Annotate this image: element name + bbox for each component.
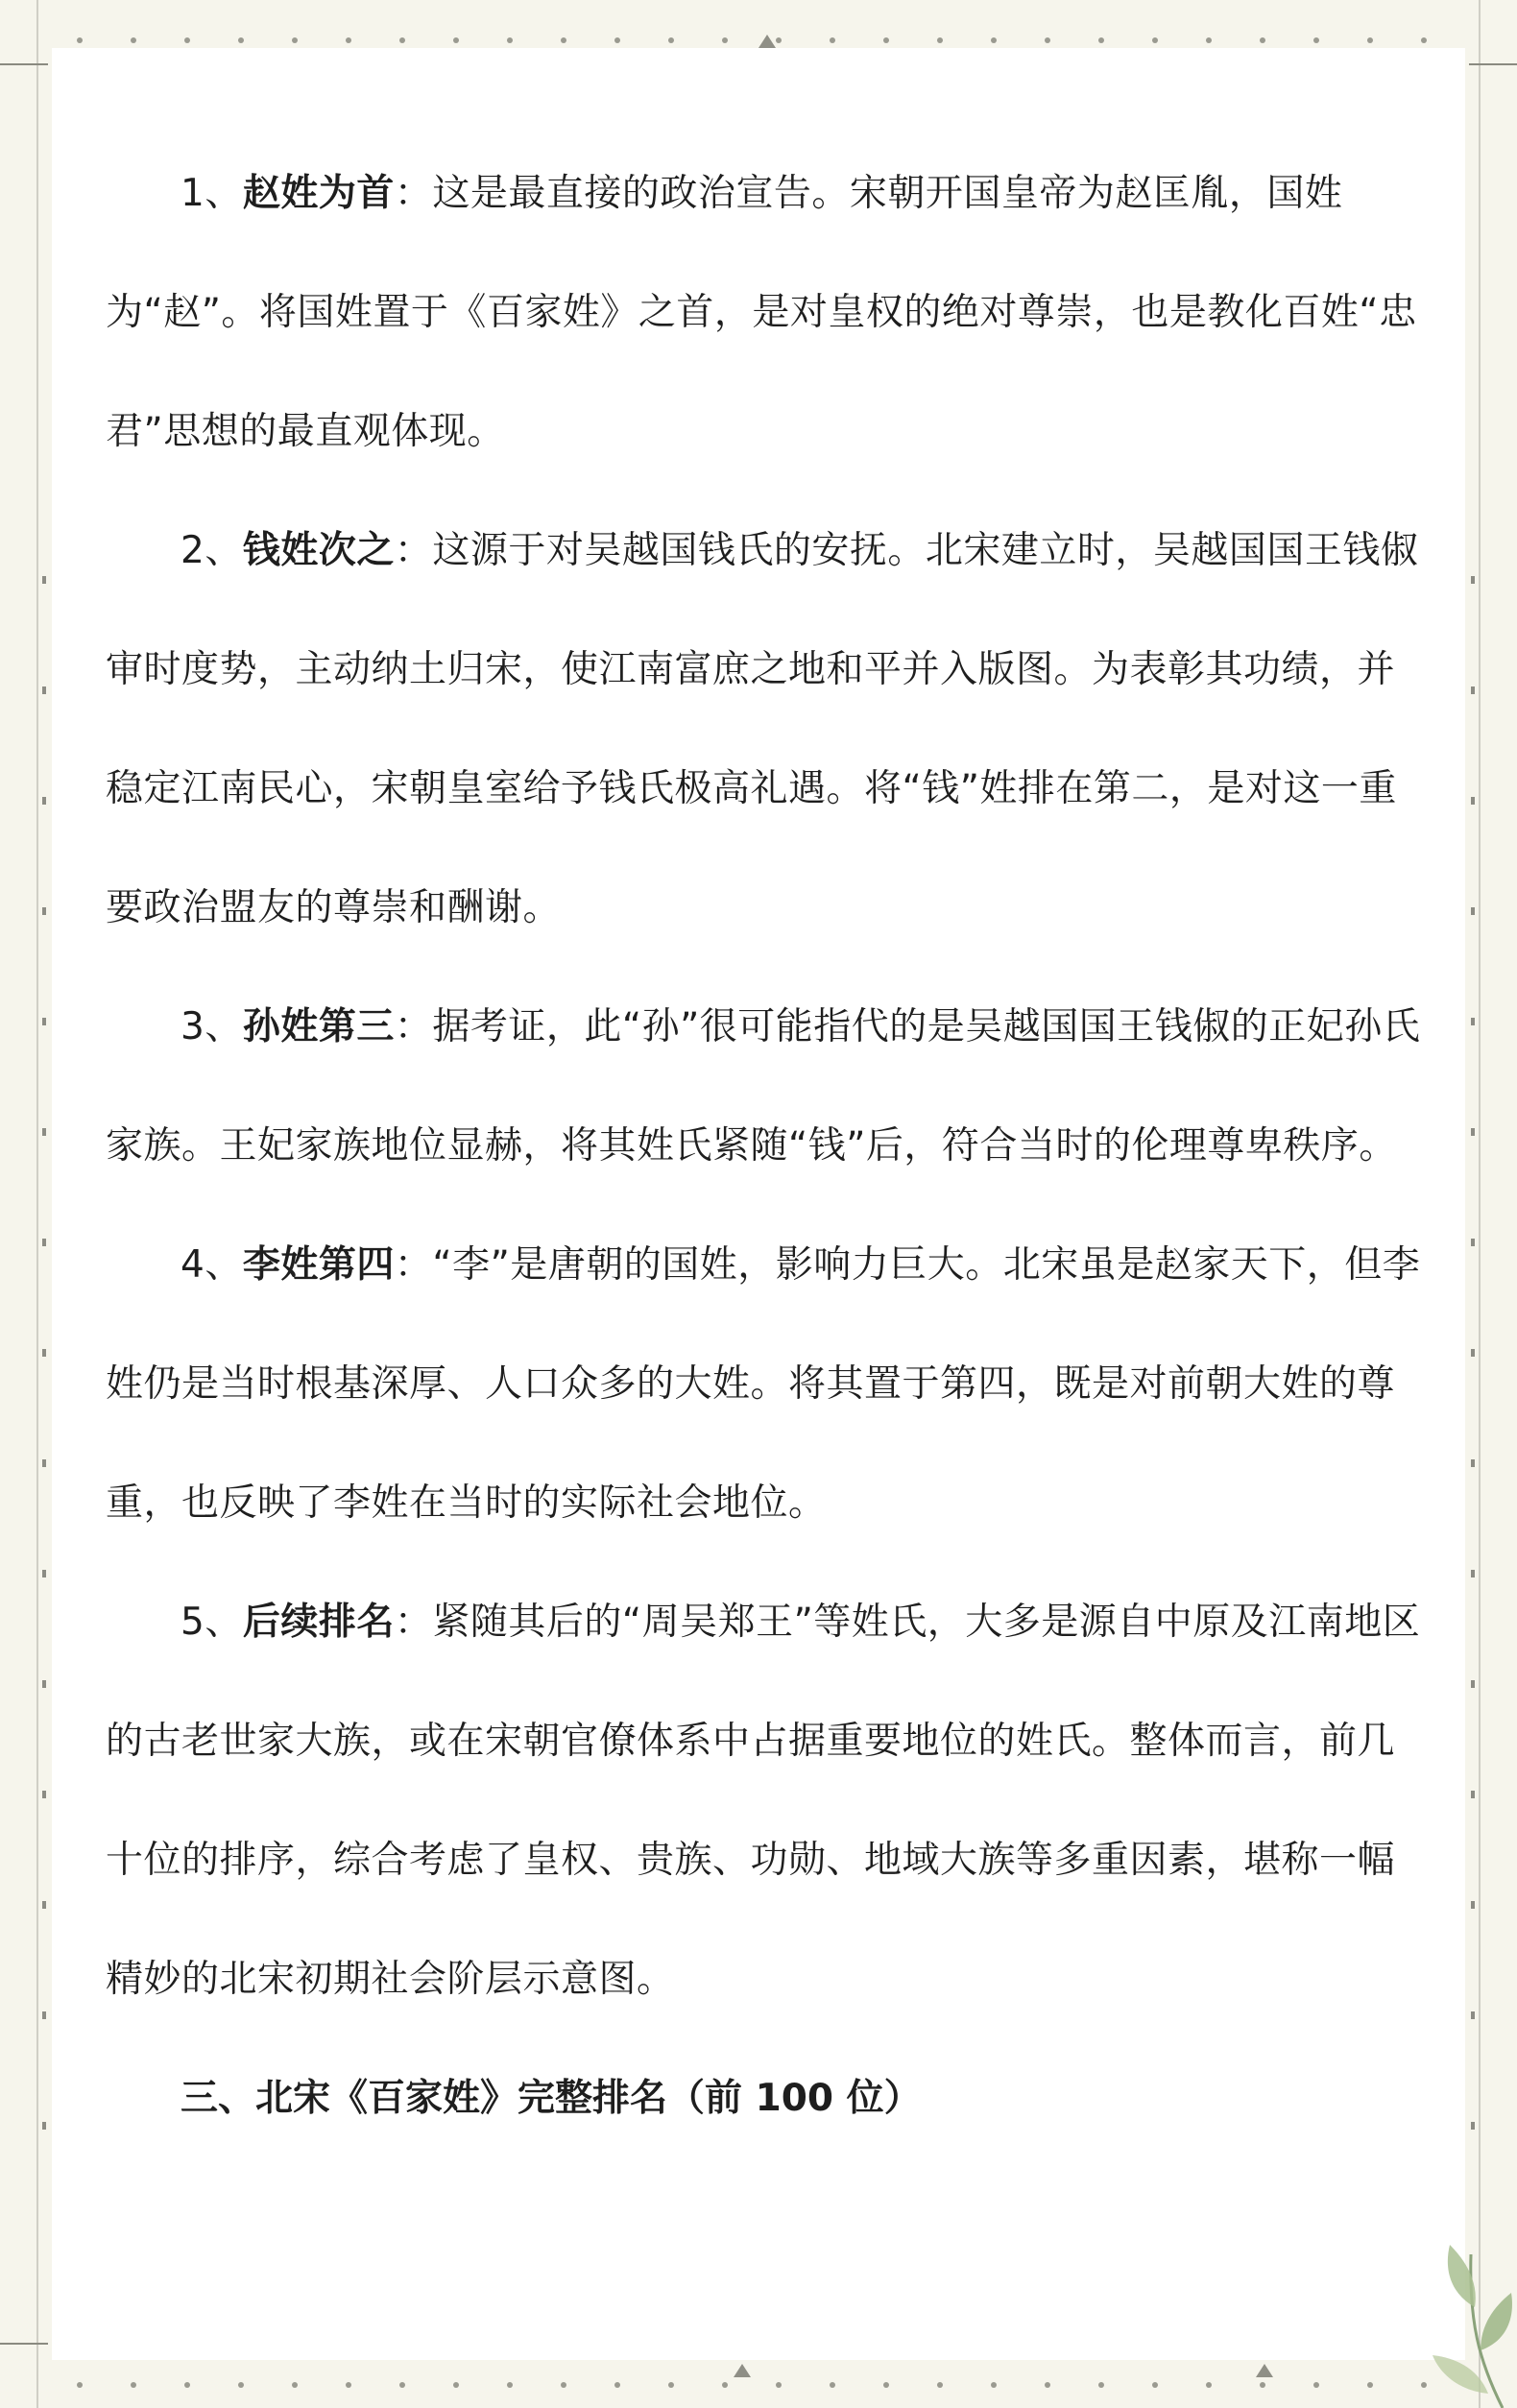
border-dot [238,2382,244,2388]
border-dot [399,2382,405,2388]
border-dot [1045,37,1050,43]
border-dot [1367,37,1373,43]
side-tick-mark [42,2122,46,2130]
side-tick-mark [1471,907,1475,915]
paragraph-text: “李”是唐朝的国姓，影响力巨大。北宋虽是赵家天下，但李姓仍是当时根基深厚、人口众多的大姓。将其置于第四，既是对前朝大姓的尊重，也反映了李姓在当时的实际社会地位。 [106,1243,1421,1525]
border-dot [1152,2382,1158,2388]
side-tick-mark [42,1239,46,1246]
side-tick-mark [1471,1349,1475,1357]
border-dot [453,37,459,43]
paragraph-number: 1、 [181,172,243,215]
border-dot [1367,2382,1373,2388]
side-tick-mark [42,1791,46,1798]
side-tick-mark [1471,2122,1475,2130]
side-tick-mark [1471,686,1475,694]
border-dot [131,2382,136,2388]
border-dot [937,37,943,43]
side-tick-mark [1471,1901,1475,1909]
side-tick-mark [1471,576,1475,584]
paragraph-separator: ： [394,1243,433,1287]
paragraph-title: 赵姓为首 [242,172,395,215]
border-dot [184,2382,190,2388]
border-dot [668,2382,674,2388]
paragraph-title: 钱姓次之 [242,529,395,572]
side-tick-mark [42,797,46,805]
border-dot [614,37,620,43]
border-dot [776,37,782,43]
border-dot [830,2382,835,2388]
border-dot [722,2382,728,2388]
border-dot [1098,2382,1104,2388]
bottom-triangle-ornament-2 [1256,2364,1273,2377]
border-dot [1152,37,1158,43]
border-dot [77,2382,83,2388]
side-tick-mark [1471,1239,1475,1246]
side-tick-mark [42,1901,46,1909]
border-dot [937,2382,943,2388]
paragraph-number: 4、 [181,1243,243,1287]
leaf-branch-icon [1411,2216,1517,2408]
border-dot [77,37,83,43]
paragraph-others [106,1563,1421,2039]
side-tick-mark [42,576,46,584]
side-tick-mark [1471,1128,1475,1136]
frame-left-rail [36,0,38,2408]
side-tick-mark [1471,1018,1475,1025]
side-tick-mark [42,1349,46,1357]
paragraph-number: 5、 [181,1601,243,1644]
side-tick-mark [1471,1459,1475,1467]
border-dot [292,37,298,43]
paragraph-text: 这源于对吴越国钱氏的安抚。北宋建立时，吴越国国王钱俶审时度势，主动纳土归宋，使江南富庶之地和平并入版图。为表彰其功绩，并稳定江南民心，宋朝皇室给予钱氏极高礼遇。将“钱”姓排在第二，是对这一重要政治盟友的尊崇和酬谢。 [106,529,1419,929]
paragraph-separator: ： [394,1601,433,1644]
border-dot [292,2382,298,2388]
border-dot [668,37,674,43]
paragraph-separator: ： [394,172,433,215]
border-dot [1260,2382,1265,2388]
paragraph-text: 紧随其后的“周吴郑王”等姓氏，大多是源自中原及江南地区的古老世家大族，或在宋朝官僚体系中占据重要地位的姓氏。整体而言，前几十位的排序，综合考虑了皇权、贵族、功勋、地域大族等多重因素，堪称一幅精妙的北宋初期社会阶层示意图。 [106,1601,1421,2001]
border-dot [453,2382,459,2388]
side-tick-mark [42,1680,46,1688]
frame-bottom-left-line [0,2343,48,2345]
side-tick-mark [42,2011,46,2019]
border-dot [883,2382,889,2388]
top-triangle-ornament [758,35,776,48]
side-tick-mark [42,686,46,694]
border-dot [1045,2382,1050,2388]
border-dot [346,37,351,43]
paragraph-zhao [106,134,1421,492]
side-tick-mark [1471,1680,1475,1688]
paragraph-sun [106,968,1421,1206]
paragraph-title: 李姓第四 [242,1243,395,1287]
paragraph-qian [106,492,1421,968]
side-tick-mark [42,1128,46,1136]
border-dot [561,2382,566,2388]
bottom-dot-border [0,2375,1517,2395]
border-dot [399,37,405,43]
section-heading: 三、北宋《百家姓》完整排名（前 100 位） [181,2077,922,2120]
border-dot [1313,2382,1319,2388]
paragraph-title: 后续排名 [242,1601,395,1644]
border-dot [991,2382,997,2388]
border-dot [614,2382,620,2388]
paragraph-separator: ： [394,1005,433,1048]
border-dot [1421,37,1427,43]
paragraph-title: 孙姓第三 [242,1005,395,1048]
side-tick-mark [1471,797,1475,805]
border-dot [883,37,889,43]
border-dot [238,37,244,43]
border-dot [1098,37,1104,43]
paragraph-text: 这是最直接的政治宣告。宋朝开国皇帝为赵匡胤，国姓为“赵”。将国姓置于《百家姓》之首，是对皇权的绝对尊崇，也是教化百姓“忠君”思想的最直观体现。 [106,172,1417,453]
border-dot [722,37,728,43]
border-dot [776,2382,782,2388]
border-dot [1206,37,1212,43]
border-dot [1206,2382,1212,2388]
paragraph-number: 2、 [181,529,243,572]
side-tick-mark [42,907,46,915]
side-tick-mark [42,1459,46,1467]
frame-right-rail [1479,0,1481,2408]
bottom-triangle-ornament-1 [734,2364,751,2377]
border-dot [507,37,513,43]
border-dot [830,37,835,43]
side-tick-mark [1471,1791,1475,1798]
paragraph-number: 3、 [181,1005,243,1048]
border-dot [991,37,997,43]
border-dot [346,2382,351,2388]
side-tick-mark [42,1570,46,1577]
paragraph-separator: ： [394,529,433,572]
paragraph-text: 据考证，此“孙”很可能指代的是吴越国国王钱俶的正妃孙氏家族。王妃家族地位显赫，将其姓氏紧随“钱”后，符合当时的伦理尊卑秩序。 [106,1005,1421,1168]
border-dot [1260,37,1265,43]
side-tick-mark [1471,2011,1475,2019]
side-tick-mark [42,1018,46,1025]
border-dot [561,37,566,43]
border-dot [507,2382,513,2388]
border-dot [184,37,190,43]
paragraph-li [106,1206,1421,1563]
article-body [106,134,1421,2158]
border-dot [1313,37,1319,43]
frame-top-right-line [1469,63,1517,65]
frame-top-left-line [0,63,48,65]
border-dot [131,37,136,43]
side-tick-mark [1471,1570,1475,1577]
